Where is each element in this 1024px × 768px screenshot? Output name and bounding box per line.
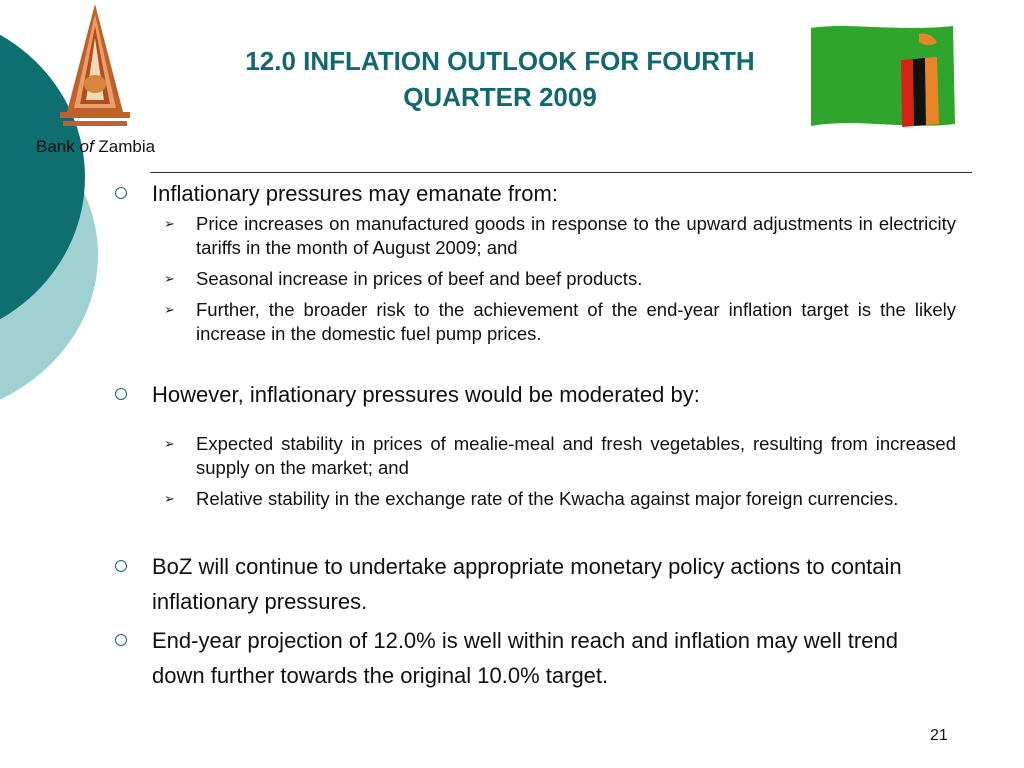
- bullet-group-2: [108, 377, 956, 511]
- circle-bullet-icon: [115, 388, 127, 400]
- bullet-item: [108, 549, 956, 619]
- sub-bullet-item: [160, 267, 956, 291]
- sub-bullet-text: Expected stability in prices of mealie-meal and fresh vegetables, resulting from increased supply on the market; and: [196, 433, 956, 478]
- circle-bullet-icon: [115, 560, 127, 572]
- bullet-text: BoZ will continue to undertake appropriate monetary policy actions to contain inflationary pressures.: [152, 554, 902, 614]
- header-divider: [150, 172, 972, 173]
- slide-content: [108, 176, 956, 693]
- zambia-flag-icon: [807, 22, 959, 130]
- bank-of-zambia-logo: [60, 4, 130, 130]
- bullet-item: [108, 623, 956, 693]
- arrow-bullet-icon: ➢: [164, 271, 175, 286]
- sub-bullet-text: Seasonal increase in prices of beef and beef products.: [196, 268, 643, 289]
- sub-bullet-list: [160, 212, 956, 346]
- sub-bullet-item: [160, 212, 956, 260]
- bullet-item: [108, 176, 956, 211]
- bank-name: Bank of Zambia: [36, 137, 156, 156]
- sub-bullet-item: [160, 298, 956, 346]
- sub-bullet-text: Relative stability in the exchange rate of the Kwacha against major foreign currencies.: [196, 488, 899, 509]
- bullet-group-3: [108, 549, 956, 619]
- arrow-bullet-icon: ➢: [164, 436, 175, 451]
- bullet-text: End-year projection of 12.0% is well within reach and inflation may well trend down further towards the original 10.0% target.: [152, 628, 898, 688]
- arrow-bullet-icon: ➢: [164, 491, 175, 506]
- circle-bullet-icon: [115, 634, 127, 646]
- bullet-group-4: [108, 623, 956, 693]
- sub-bullet-item: [160, 487, 956, 511]
- title-line-2: QUARTER 2009: [403, 82, 597, 112]
- title-line-1: 12.0 INFLATION OUTLOOK FOR FOURTH: [245, 46, 755, 76]
- sub-bullet-item: [160, 432, 956, 480]
- sub-bullet-list: [160, 432, 956, 511]
- bullet-text: However, inflationary pressures would be moderated by:: [152, 382, 700, 407]
- bullet-group-1: [108, 176, 956, 346]
- circle-bullet-icon: [115, 187, 127, 199]
- page-title: [180, 43, 820, 115]
- arrow-bullet-icon: ➢: [164, 216, 175, 231]
- page-number: 21: [930, 727, 948, 744]
- bullet-item: [108, 377, 956, 412]
- sub-bullet-text: Further, the broader risk to the achievement of the end-year inflation target is the likely increase in the domestic fuel pump prices.: [196, 299, 956, 344]
- bullet-text: Inflationary pressures may emanate from:: [152, 181, 558, 206]
- arrow-bullet-icon: ➢: [164, 302, 175, 317]
- sub-bullet-text: Price increases on manufactured goods in response to the upward adjustments in electricity tariffs in the month of August 2009; and: [196, 213, 956, 258]
